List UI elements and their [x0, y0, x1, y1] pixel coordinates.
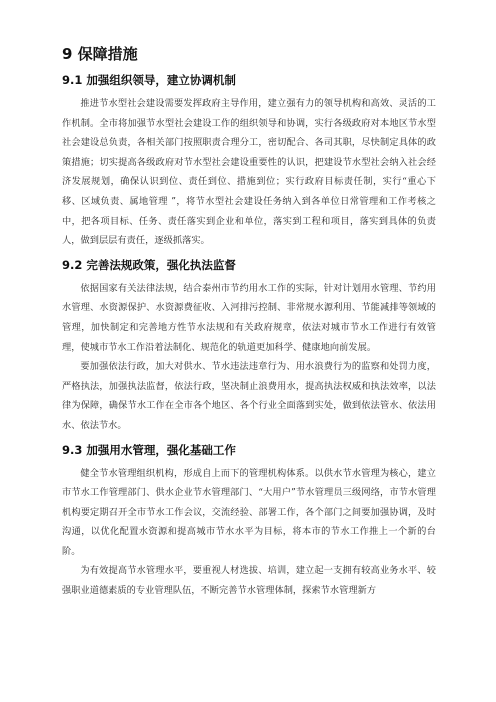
chapter-title: 9 保障措施 [62, 45, 138, 63]
paragraph: 推进节水型社会建设需要发挥政府主导作用，建立强有力的领导机构和高效、灵活的工作机制。全市将加强节水型社会建设工作的组织领导和协调，实行各级政府对本地区节水型社会建设总负责，各相关部门按照职责合理分工，密切配合、各司其职，尽快制定具体的政策措施；切实提高各级政府对节水型社会建设重要性的认识，把建设节水型社会纳入社会经济发展规划，确保认识到位、责任到位、措施到位；实行政府目标责任制，实行“重心下移、区域负责、属地管理 ”，将节水型社会建设任务纳入到各单位日常管理和工作考核之中，把各项目标、任务、责任落实到企业和单位，落实到工程和项目，落实到具体的负责人，做到层层有责任，逐级抓落实。 [62, 98, 436, 247]
section-heading: 9.1 加强组织领导，建立协调机制 [62, 73, 236, 87]
section-9-2 [62, 257, 436, 436]
paragraph: 健全节水管理组织机构，形成自上而下的管理机构体系。以供水节水管理为核心，建立市节水工作管理部门、供水企业节水管理部门、“大用户”节水管理员三级网络，市节水管理机构要定期召开全市节水工作会议，交流经验、部署工作，各个部门之间要加强协调，及时沟通，以优化配置水资源和提高城市节水水平为目标，将本市的节水工作推上一个新的台阶。 [62, 467, 436, 557]
section-heading: 9.3 加强用水管理，强化基础工作 [62, 442, 236, 457]
section-heading: 9.2 完善法规政策，强化执法监督 [62, 257, 236, 272]
paragraph: 要加强依法行政，加大对供水、节水违法违章行为、用水浪费行为的监察和处罚力度，严格执法，加强执法监督，依法行政，坚决制止浪费用水，提高执法权威和执法效率，以法律为保障，确保节水工作在全市各个地区、各个行业全面落到实处，做到依法管水、依法用水、依法节水。 [62, 361, 436, 431]
section-9-3 [62, 442, 436, 601]
paragraph: 为有效提高节水管理水平，要重视人材选拔、培训，建立起一支拥有较高业务水平、较强职业道德素质的专业管理队伍，不断完善节水管理体制，探索节水管理新方 [62, 565, 436, 597]
paragraph: 依据国家有关法律法规，结合泰州市节约用水工作的实际，针对计划用水管理、节约用水管理、水资源保护、水资源费征收、入河排污控制、非常规水源利用、节能减排等领域的管理，加快制定和完善地方性节水法规和有关政府规章，依法对城市节水工作进行有效管理，使城市节水工作沿着法制化、规范化的轨道更加科学、健康地向前发展。 [62, 282, 436, 353]
section-9-1 [62, 72, 436, 251]
